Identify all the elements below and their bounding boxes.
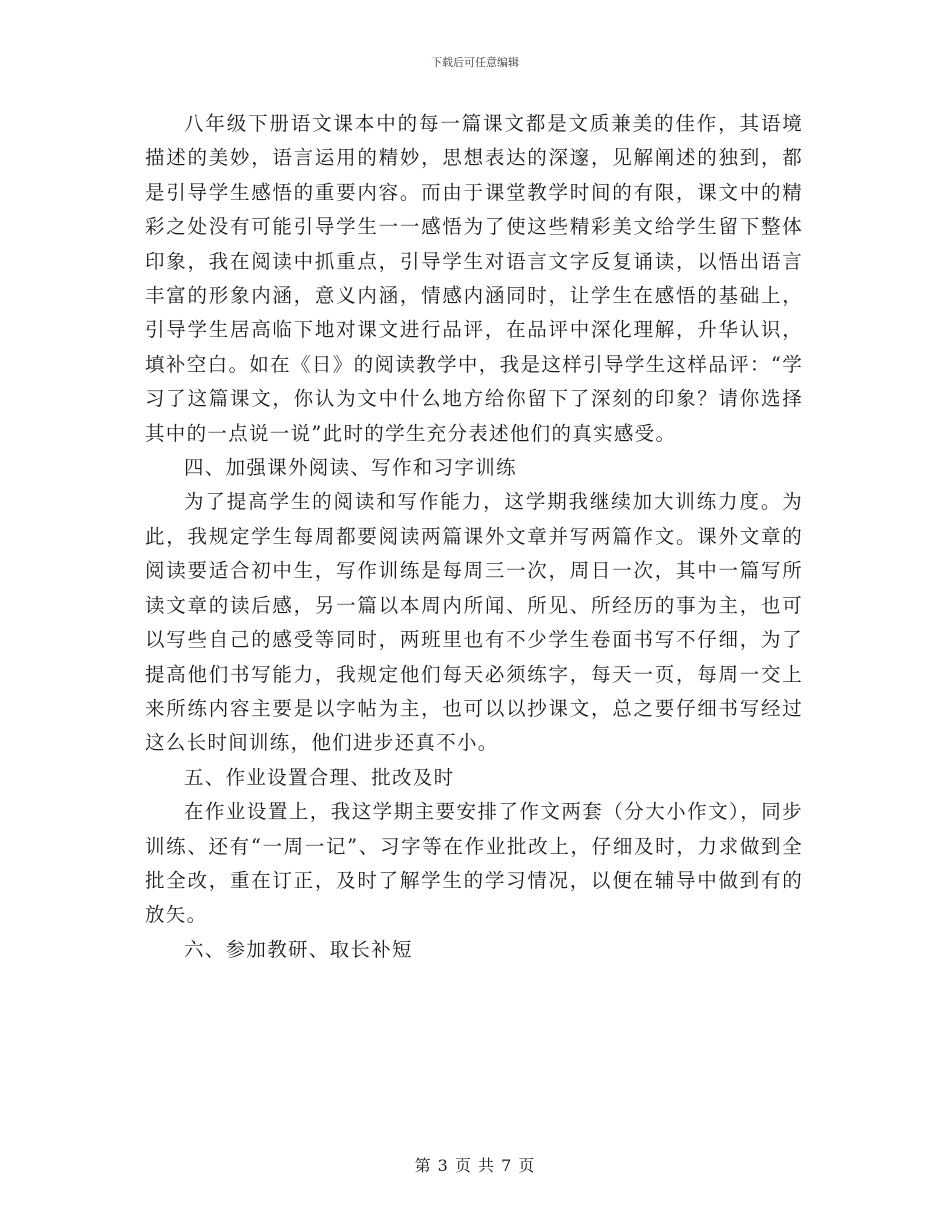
paragraph-extracurricular: 为了提高学生的阅读和写作能力，这学期我继续加大训练力度。为此，我规定学生每周都要阅读两篇课外文章并写两篇作文。课外文章的阅读要适合初中生，写作训练是每周三一次，周日一次，其中一篇写所读文章的读后感，另一篇以本周内所闻、所见、所经历的事为主，也可以写些自己的感受等同时，两班里也有不少学生卷面书写不仔细，为了提高他们书写能力，我规定他们每天必须练字，每天一页，每周一交上来所练内容主要是以字帖为主，也可以以抄课文，总之要仔细书写经过这么长时间训练，他们进步还真不小。	[145, 490, 803, 755]
page-header: 下载后可任意编辑	[431, 56, 519, 69]
paragraph-reading-guidance: 八年级下册语文课本中的每一篇课文都是文质兼美的佳作，其语境描述的美妙，语言运用的精妙，思想表达的深邃，见解阐述的独到，都是引导学生感悟的重要内容。而由于课堂教学时间的有限，课文中的精彩之处没有可能引导学生一一感悟为了使这些精彩美文给学生留下整体印象，我在阅读中抓重点，引导学生对语言文字反复诵读，以悟出语言丰富的形象内涵，意义内涵，情感内涵同时，让学生在感悟的基础上，引导学生居高临下地对课文进行品评，在品评中深化理解，升华认识，填补空白。如在《日》的阅读教学中，我是这样引导学生这样品评：“学习了这篇课文，你认为文中什么地方给你留下了深刻的印象？请你选择其中的一点说一说”此时的学生充分表述他们的真实感受。	[145, 112, 803, 445]
section-heading-extracurricular: 四、加强课外阅读、写作和习字训练	[184, 456, 517, 480]
document-body	[145, 107, 803, 967]
paragraph-homework: 在作业设置上，我这学期主要安排了作文两套（分大小作文），同步训练、还有“一周一记”、习字等在作业批改上，仔细及时，力求做到全批全改，重在订正，及时了解学生的学习情况，以便在辅导中做到有的放矢。	[145, 800, 803, 927]
section-heading-homework: 五、作业设置合理、批改及时	[184, 765, 455, 789]
page-footer: 第 3 页 共 7 页	[414, 1156, 536, 1175]
section-heading-research: 六、参加教研、取长补短	[184, 937, 413, 961]
